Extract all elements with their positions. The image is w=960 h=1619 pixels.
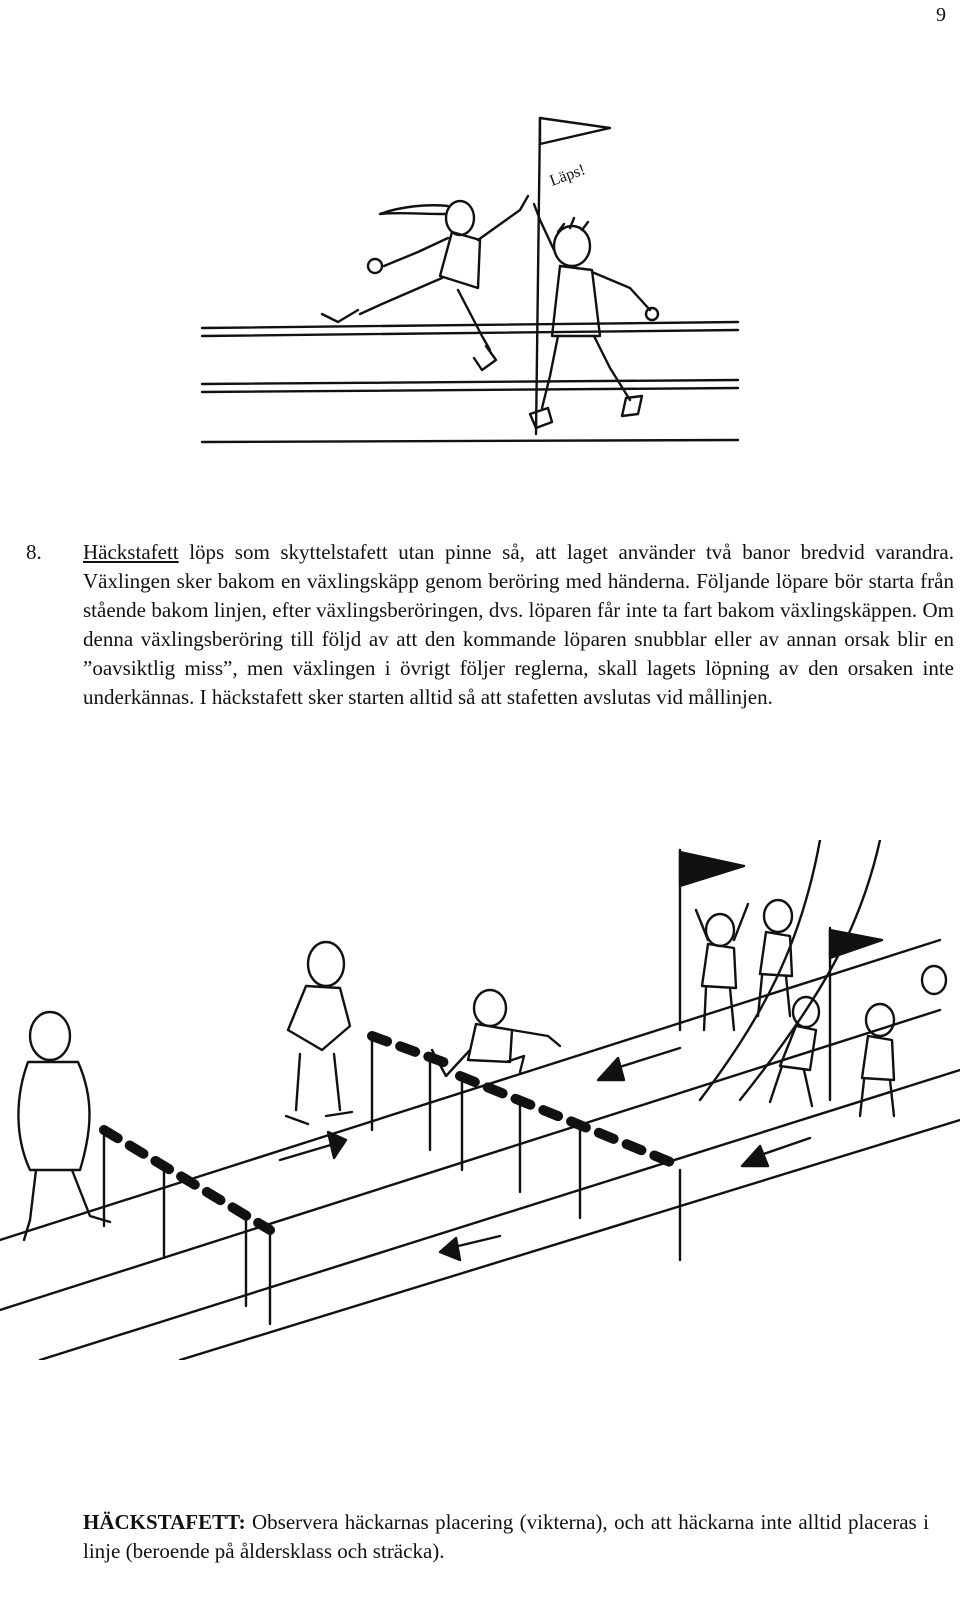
caption-text: Observera häckarnas placering (vikterna), och att häckarna inte alltid placeras i linje (beroende på åldersklass och sträcka). bbox=[83, 1510, 929, 1563]
rule-text bbox=[83, 538, 954, 712]
rule-body: löps som skyttelstafett utan pinne så, att laget använder två banor bredvid varandra. Växlingen sker bakom en växlingskäpp genom beröring med händerna. Följande löpare bör starta från stående bakom linjen, efter växlingsberöringen, dvs. löparen får inte ta fart bakom växlingskäppen. Om denna växlingsberöring till följd av att den kommande löparen snubblar eller av annan orsak blir en ”oavsiktlig miss”, men växlingen i övrigt följer reglerna, skall lagets löpning av den orsaken inte underkännas. I häckstafett sker starten alltid så att stafetten avslutas vid mållinjen. bbox=[83, 540, 954, 709]
rule-keyword: Häckstafett bbox=[83, 540, 179, 564]
hurdle-relay-illustration bbox=[0, 840, 960, 1360]
relay-handoff-illustration bbox=[190, 100, 750, 460]
rule-number: 8. bbox=[26, 540, 42, 564]
page-number: 9 bbox=[936, 4, 946, 26]
caption-heading: HÄCKSTAFETT: bbox=[83, 1510, 246, 1534]
illustration-caption bbox=[83, 1508, 929, 1566]
flag-exclamation-text: Läps! bbox=[547, 161, 588, 190]
